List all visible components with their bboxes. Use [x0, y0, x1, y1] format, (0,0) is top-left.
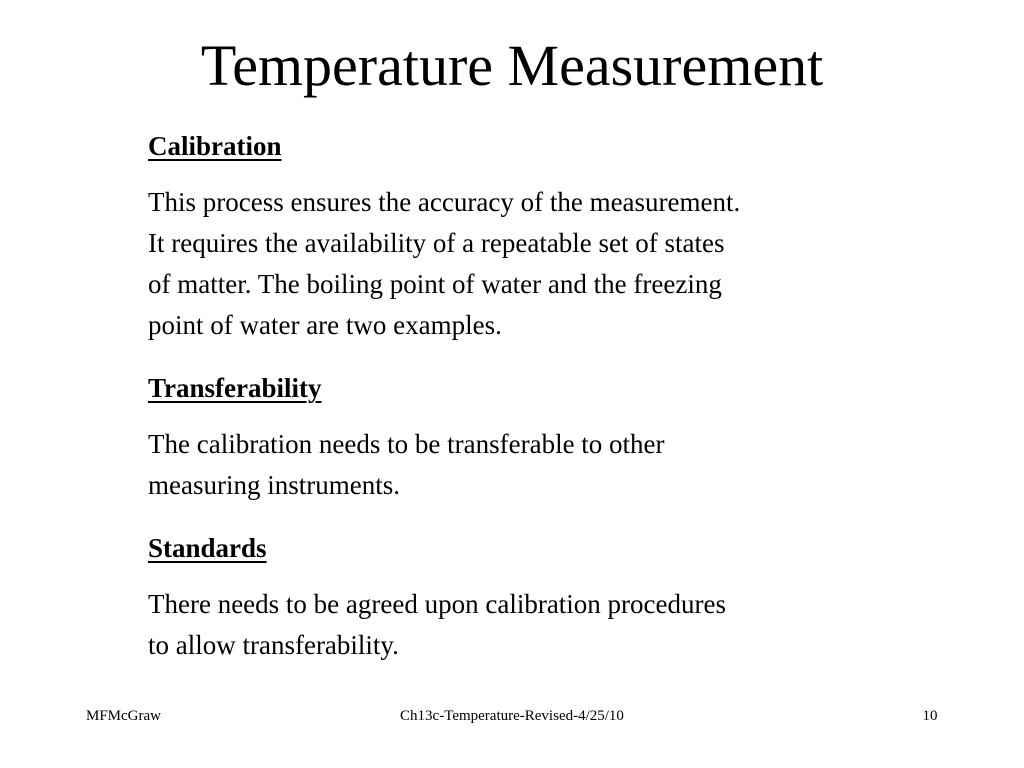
section-heading-transferability: Transferability [148, 373, 322, 403]
footer-file-name: Ch13c-Temperature-Revised-4/25/10 [400, 708, 624, 724]
section-transferability [148, 366, 908, 506]
slide-body [148, 124, 908, 686]
section-standards [148, 526, 908, 666]
section-heading-standards: Standards [148, 533, 267, 563]
section-text-standards: There needs to be agreed upon calibration procedures to allow transferability. [148, 589, 726, 660]
section-text-transferability: The calibration needs to be transferable to other measuring instruments. [148, 429, 665, 500]
section-heading-calibration: Calibration [148, 131, 282, 161]
section-text-calibration: This process ensures the accuracy of the measurement. It requires the availability of a repeatable set of states of matter. The boiling point of water and the freezing point of water are two examples. [148, 187, 741, 340]
footer-page-number: 10 [922, 708, 938, 724]
footer-author: MFMcGraw [86, 708, 161, 724]
section-calibration [148, 124, 908, 346]
slide-title: Temperature Measurement [200, 33, 824, 98]
